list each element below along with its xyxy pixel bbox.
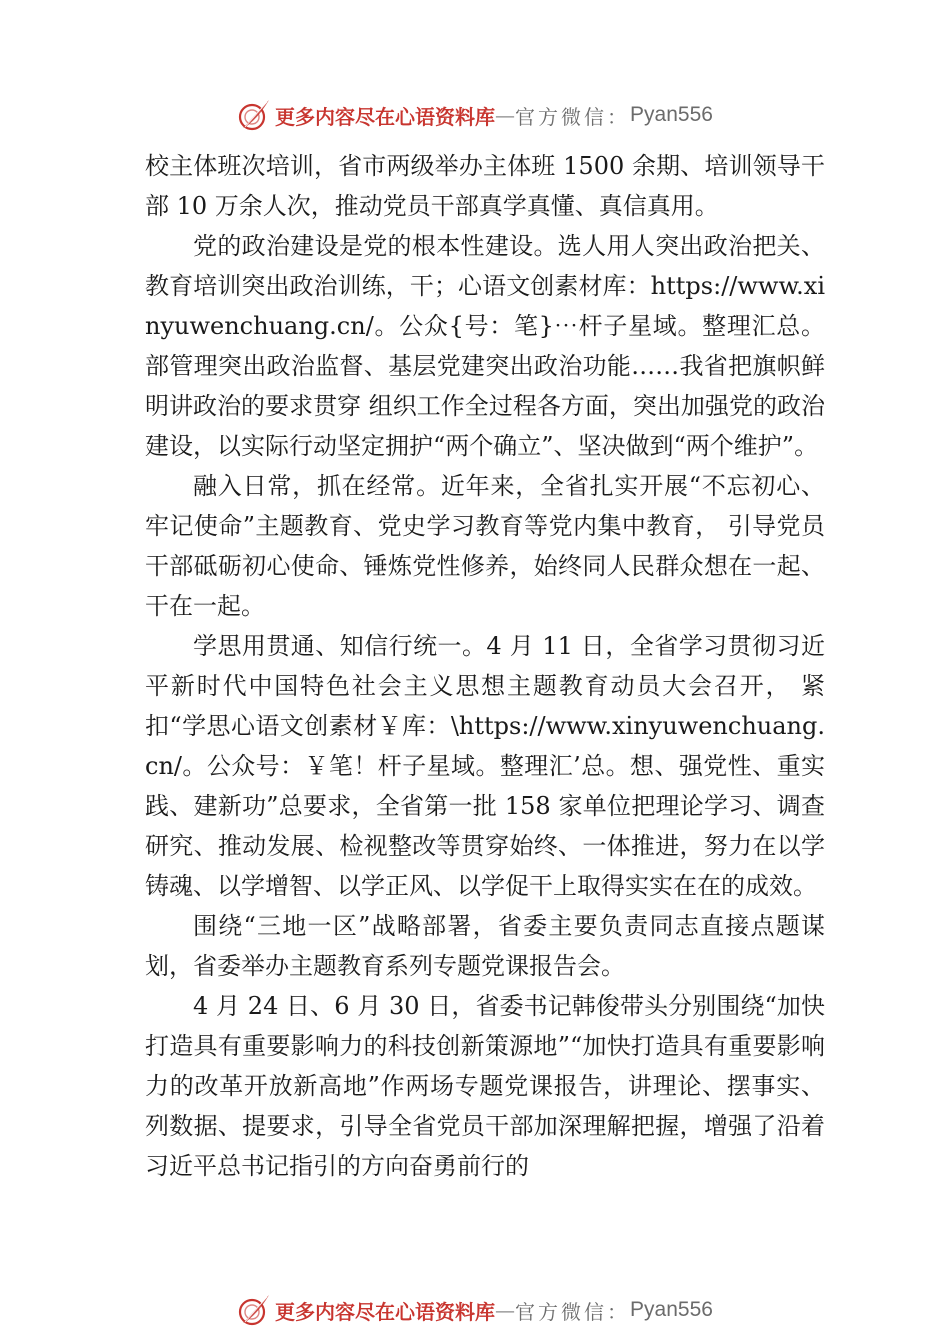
feather-seal-logo-icon (237, 98, 271, 132)
paragraph: 4 月 24 日、6 月 30 日，省委书记韩俊带头分别围绕“加快打造具有重要影响力的科技创新策源地”“加快打造具有重要影响力的改革开放新高地”作两场专题党课报告，讲理论、摆事实、列数据、提要求，引导全省党员干部加深理解把握，增强了沿着习近平总书记指引的方向奋勇前行的 (145, 992, 825, 1180)
feather-seal-logo-icon (237, 1293, 271, 1327)
banner-title: 更多内容尽在心语资料库 (275, 104, 496, 129)
footer-banner (0, 1290, 950, 1330)
paragraph: 融入日常，抓在经常。近年来，全省扎实开展“不忘初心、牢记使命”主题教育、党史学习教育等党内集中教育， 引导党员干部砥砺初心使命、锤炼党性修养，始终同人民群众想在一起、干在一起。 (145, 472, 825, 620)
banner-wechat-id: Pyan556 (630, 103, 713, 126)
banner-title: 更多内容尽在心语资料库 (275, 1299, 496, 1324)
header-banner (0, 95, 950, 135)
banner-wechat-label: 官方微信： (515, 1299, 631, 1324)
banner-separator: — (495, 103, 516, 127)
paragraph-continued: 校主体班次培训，省市两级举办主体班 1500 余期、培训领导干部 10 万余人次，推动党员干部真学真懂、真信真用。 (145, 152, 825, 220)
paragraph: 党的政治建设是党的根本性建设。选人用人突出政治把关、教育培训突出政治训练，干；心语文创素材库：https://www.xinyuwenchuang.cn/。公众{号：笔}⋯杆子星域。整理汇总。部管理突出政治监督、基层党建突出政治功能……我省把旗帜鲜明讲政治的要求贯穿 组织工作全过程各方面，突出加强党的政治建设，以实际行动坚定拥护“两个确立”、坚决做到“两个维护”。 (145, 232, 825, 460)
banner-wechat-label: 官方微信： (515, 104, 631, 129)
banner-separator: — (495, 1298, 516, 1322)
paragraph: 围绕“三地一区”战略部署，省委主要负责同志直接点题谋划，省委举办主题教育系列专题党课报告会。 (145, 912, 825, 980)
banner-wechat-id: Pyan556 (630, 1298, 713, 1321)
document-body (145, 146, 825, 1186)
paragraph: 学思用贯通、知信行统一。4 月 11 日，全省学习贯彻习近平新时代中国特色社会主义思想主题教育动员大会召开， 紧扣“学思心语文创素材￥库：\https://www.xinyuwenchuang.cn/。公众号：￥笔！杆子星域。整理汇’总。想、强党性、重实践、建新功”总要求，全省第一批 158 家单位把理论学习、调查研究、推动发展、检视整改等贯穿始终、一体推进，努力在以学铸魂、以学增智、以学正风、以学促干上取得实实在在的成效。 (145, 632, 825, 900)
